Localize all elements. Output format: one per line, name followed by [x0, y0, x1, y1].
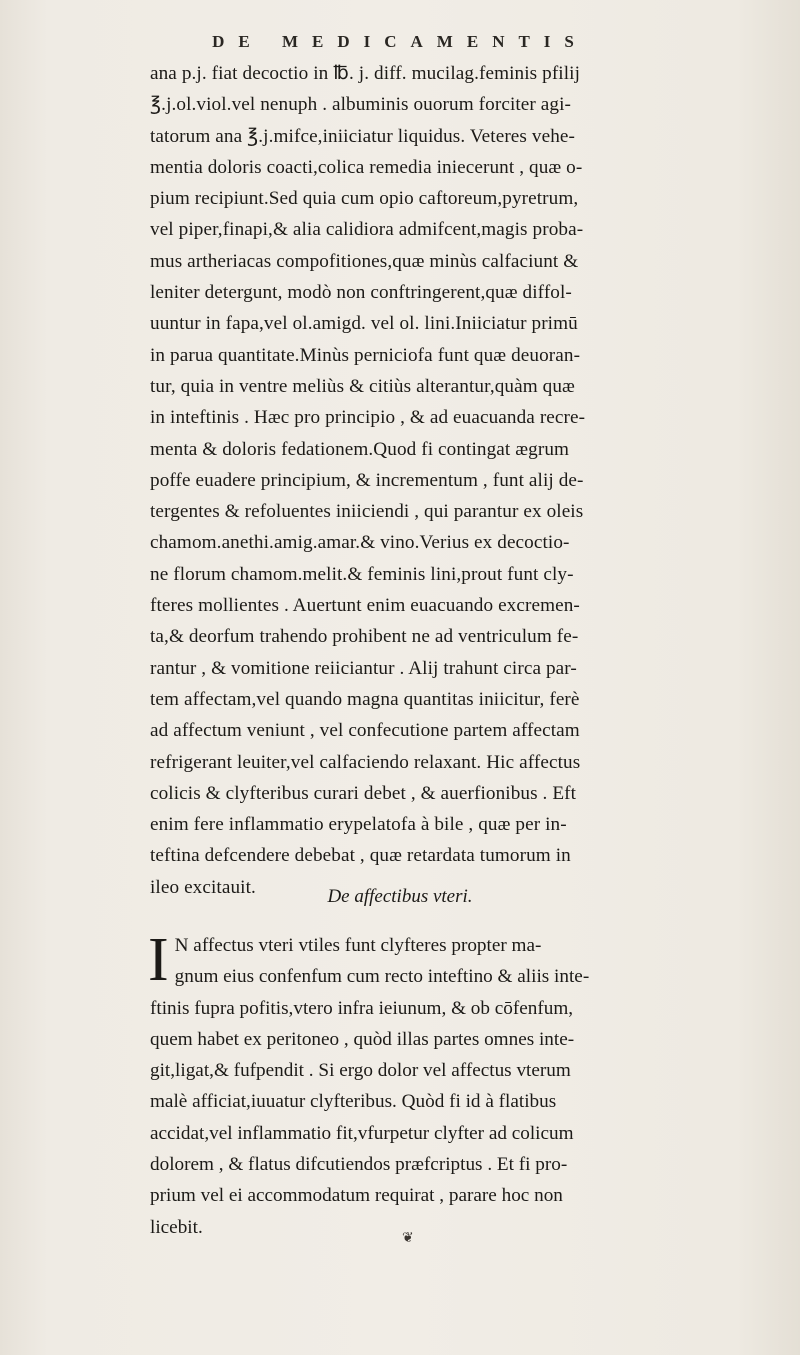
text-line: in inteftinis . Hæc pro principio , & ad euacuanda recre- [150, 407, 586, 429]
section-line: N affectus vteri vtiles funt clyfteres propter ma- [174, 935, 542, 956]
section-line: gnum eius confenfum cum recto inteftino & aliis inte- [174, 966, 590, 988]
running-head: DE MEDICAMENTIS [212, 32, 588, 51]
text-line: menta & doloris fedationem.Quod fi contingat ægrum [150, 438, 570, 460]
text-line: tem affectam,vel quando magna quantitas iniicitur, ferè [150, 688, 580, 710]
section-line: dolorem , & flatus difcutiendos præfcriptus . Et fi pro- [150, 1154, 568, 1176]
section-line: quem habet ex peritoneo , quòd illas partes omnes inte- [150, 1028, 575, 1050]
text-line: vel piper,finapi,& alia calidiora admifcent,magis proba- [150, 219, 584, 241]
drop-cap: I [148, 926, 169, 994]
text-line: ana p.j. fiat decoctio in ℔. j. diff. mucilag.feminis pfilij [150, 63, 581, 84]
section-line: accidat,vel inflammatio fit,vfurpetur clyfter ad colicum [150, 1122, 574, 1144]
text-line: uuntur in fapa,vel ol.amigd. vel ol. lini.Iniiciatur primū [150, 313, 578, 335]
text-line: colicis & clyfteribus curari debet , & auerfionibus . Eft [150, 782, 577, 804]
text-line: ta,& deorfum trahendo prohibent ne ad ventriculum fe- [150, 626, 579, 648]
text-line: ileo excitauit. [150, 876, 256, 898]
text-line: refrigerant leuiter,vel calfaciendo relaxant. Hic affectus [150, 751, 581, 773]
text-line: chamom.anethi.amig.amar.& vino.Verius ex decoctio- [150, 532, 570, 554]
text-line: ℥.j.ol.viol.vel nenuph . albuminis ouorum forciter agi- [150, 94, 572, 116]
section-line: prium vel ei accommodatum requirat , parare hoc non [150, 1185, 563, 1207]
text-line: ne florum chamom.melit.& feminis lini,prout funt cly- [150, 563, 574, 585]
text-line: tur, quia in ventre meliùs & citiùs alterantur,quàm quæ [150, 375, 575, 397]
section-line: ftinis fupra pofitis,vtero infra ieiunum, & ob cōfenfum, [150, 997, 574, 1019]
text-line: poffe euadere principium, & incrementum , funt alij de- [150, 469, 584, 491]
text-line: fteres mollientes . Auertunt enim euacuando excremen- [150, 595, 580, 617]
text-line: enim fere inflammatio erypelatofa à bile , quæ per in- [150, 814, 567, 836]
section-line: licebit. [150, 1216, 203, 1238]
section-title: De affectibus vteri. [327, 886, 473, 907]
section-paragraph [148, 926, 770, 1243]
ornament-icon: ❦ [402, 1230, 414, 1246]
text-line: pium recipiunt.Sed quia cum opio caftoreum,pyretrum, [150, 188, 579, 210]
text-line: mentia doloris coacti,colica remedia iniecerunt , quæ o- [150, 156, 583, 178]
text-line: tatorum ana ℥.j.mifce,iniiciatur liquidus. Veteres vehe- [150, 125, 575, 147]
text-line: mus artheriacas compofitiones,quæ minùs calfaciunt & [150, 250, 579, 272]
text-line: in parua quantitate.Minùs perniciofa funt quæ deuoran- [150, 344, 581, 366]
text-line: tergentes & refoluentes iniiciendi , qui parantur ex oleis [150, 501, 584, 523]
text-line: ad affectum veniunt , vel confecutione partem affectam [150, 720, 580, 742]
text-line: rantur , & vomitione reiiciantur . Alij trahunt circa par- [150, 657, 577, 679]
main-paragraph [150, 58, 770, 903]
text-line: teftina defcendere debebat , quæ retardata tumorum in [150, 845, 571, 867]
section-line: git,ligat,& fufpendit . Si ergo dolor vel affectus vterum [150, 1060, 571, 1082]
text-line: leniter detergunt, modò non conftringerent,quæ diffol- [150, 282, 572, 304]
section-line: malè afficiat,iuuatur clyfteribus. Quòd fi id à flatibus [150, 1091, 557, 1113]
